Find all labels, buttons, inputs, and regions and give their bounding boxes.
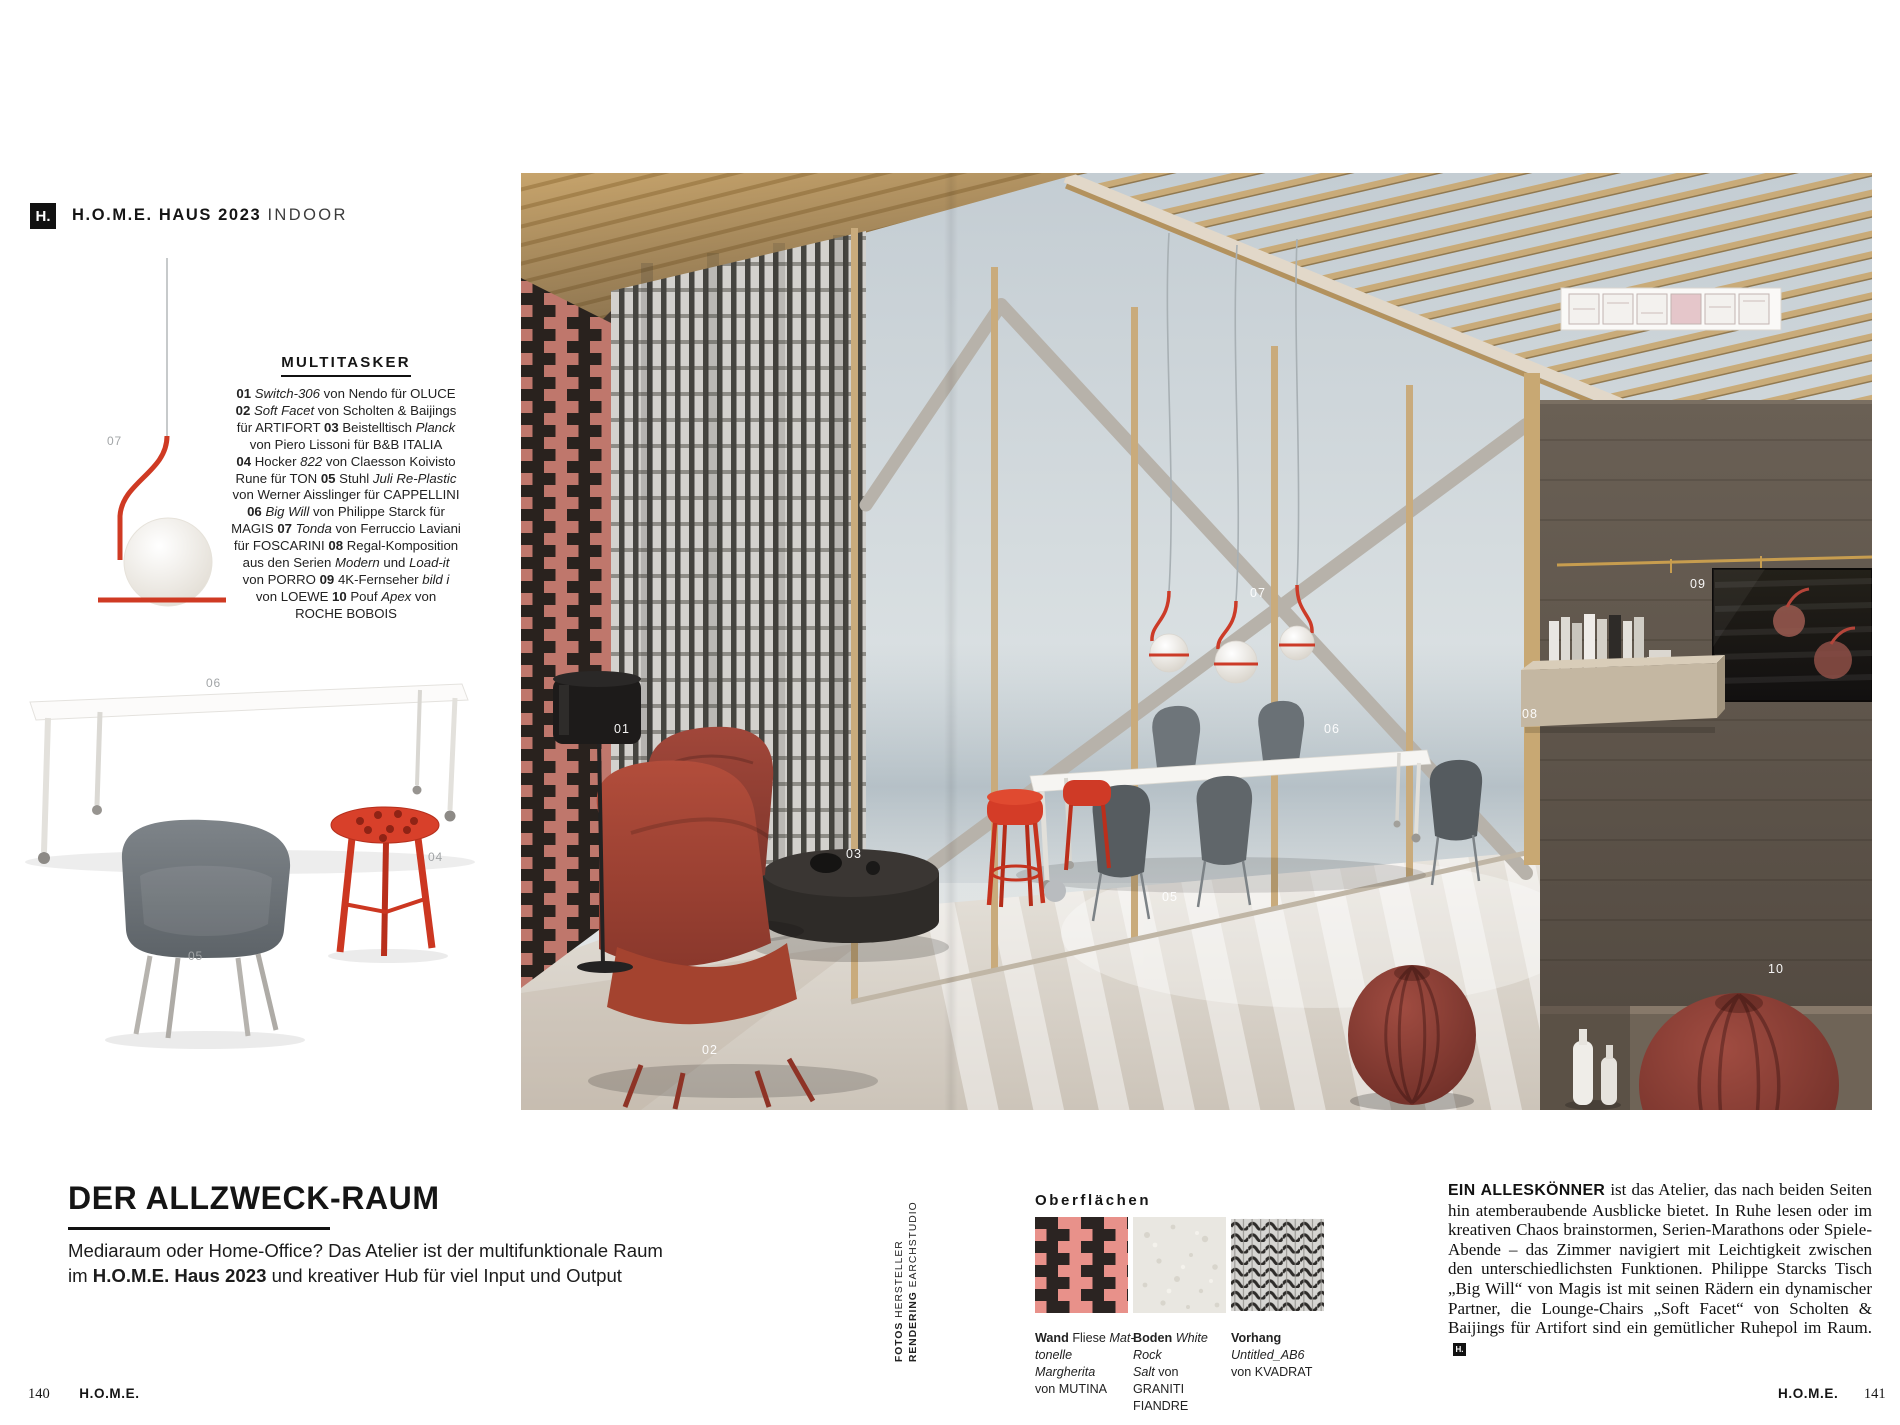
number-label-07: 07 bbox=[107, 434, 122, 448]
floorplan-thumbnail bbox=[1561, 288, 1781, 330]
product-collage bbox=[0, 240, 520, 1070]
media-wall bbox=[1521, 373, 1872, 1110]
photo-credits: FOTOS HERSTELLER RENDERING EARCHSTUDIO bbox=[894, 1201, 919, 1362]
swatch-wall-tile bbox=[1035, 1217, 1128, 1313]
kicker-title: H.O.M.E. HAUS 2023 bbox=[72, 206, 262, 224]
magazine-name-left: H.O.M.E. bbox=[79, 1386, 140, 1401]
product-stool bbox=[328, 807, 448, 963]
article-text: ist das Atelier, das nach beiden Seiten hin atemberaubende Ausblicke bietet. In Ruhe lesen oder im kreativen Chaos brainstormen, Serien-Marathons oder Spiele-Abende – das Zimmer navigiert mit Leichtigkeit zwischen den unterschiedlichsten Funktionen. Philippe Starcks Tisch „Big Will“ von Magis ist mit seinen Rädern ein dynamischer Partner, die Lounge-Chairs „Soft Facet“ von Scholten & Baijings für Artifort sind ein gemütlicher Ruhepol im Raum. bbox=[1448, 1180, 1872, 1338]
magazine-name-right: H.O.M.E. bbox=[1778, 1386, 1839, 1401]
number-label-10: 10 bbox=[1768, 962, 1784, 976]
kicker-tag: INDOOR bbox=[267, 206, 348, 224]
caption-floor-stone: Boden White Rock Salt von GRANITI FIANDRE bbox=[1133, 1331, 1208, 1413]
page-number-right: 141 bbox=[1863, 1386, 1886, 1402]
product-chair bbox=[105, 820, 305, 1049]
folio-left bbox=[28, 1386, 140, 1403]
multitasker-list: 01 Switch-306 von Nendo für OLUCE 02 Soft Facet von Scholten & Baijings für ARTIFORT 03 Beistelltisch Planck von Piero Lissoni für B&B ITALIA 04 Hocker 822 von Claesson Koivisto Rune für TON 05 Stuhl Juli Re-Plastic von Werner Aisslinger für CAPPELLINI 06 Big Will von Philippe Starck für MAGIS 07 Tonda von Ferruccio Laviani für FOSCARINI 08 Regal-Komposition aus den Serien Modern und Load-it von PORRO 09 4K-Fernseher bild i von LOEWE 10 Pouf Apex von ROCHE BOBOIS bbox=[231, 386, 461, 621]
number-label-01: 01 bbox=[614, 722, 630, 736]
page-gutter-shade bbox=[944, 173, 958, 1110]
tv-screen bbox=[1713, 569, 1872, 701]
number-label-07: 07 bbox=[1250, 586, 1266, 600]
page-number-left: 140 bbox=[28, 1386, 50, 1402]
swatch-floor-stone bbox=[1133, 1217, 1226, 1313]
number-label-04: 04 bbox=[428, 850, 443, 864]
standfirst: Mediaraum oder Home-Office? Das Atelier ist der multifunktionale Raum im H.O.M.E. Haus 2023 und kreativer Hub für viel Input und Output bbox=[68, 1240, 663, 1286]
number-label-09: 09 bbox=[1690, 577, 1706, 591]
number-label-02: 02 bbox=[702, 1043, 718, 1057]
interior-rendering-photo bbox=[521, 173, 1872, 1110]
surfaces-heading: Oberflächen bbox=[1035, 1192, 1152, 1209]
kicker bbox=[72, 206, 348, 225]
article-headline: DER ALLZWECK-RAUM bbox=[68, 1180, 330, 1230]
article-lead: EIN ALLESKÖNNER bbox=[1448, 1182, 1606, 1199]
checker-tile-wall bbox=[521, 278, 611, 988]
number-label-05: 05 bbox=[1162, 890, 1178, 904]
end-mark: H. bbox=[1453, 1343, 1466, 1356]
number-label-05: 05 bbox=[188, 949, 203, 963]
number-label-08: 08 bbox=[1522, 707, 1538, 721]
multitasker-heading: MULTITASKER bbox=[281, 354, 410, 377]
coffee-table bbox=[753, 849, 949, 962]
number-label-03: 03 bbox=[846, 847, 862, 861]
product-pendant-lamp bbox=[98, 258, 226, 606]
caption-wall-tile: Wand Fliese Mat- tonelle Margherita von MUTINA bbox=[1035, 1331, 1135, 1396]
number-label-06: 06 bbox=[206, 676, 221, 690]
number-label-06: 06 bbox=[1324, 722, 1340, 736]
caption-curtain-fabric: Vorhang Untitled_AB6 von KVADRAT bbox=[1231, 1331, 1313, 1379]
folio-right bbox=[1778, 1386, 1886, 1403]
swatch-curtain-fabric bbox=[1231, 1217, 1324, 1313]
article-body bbox=[1448, 1180, 1872, 1357]
magazine-logo: H. bbox=[30, 203, 56, 229]
